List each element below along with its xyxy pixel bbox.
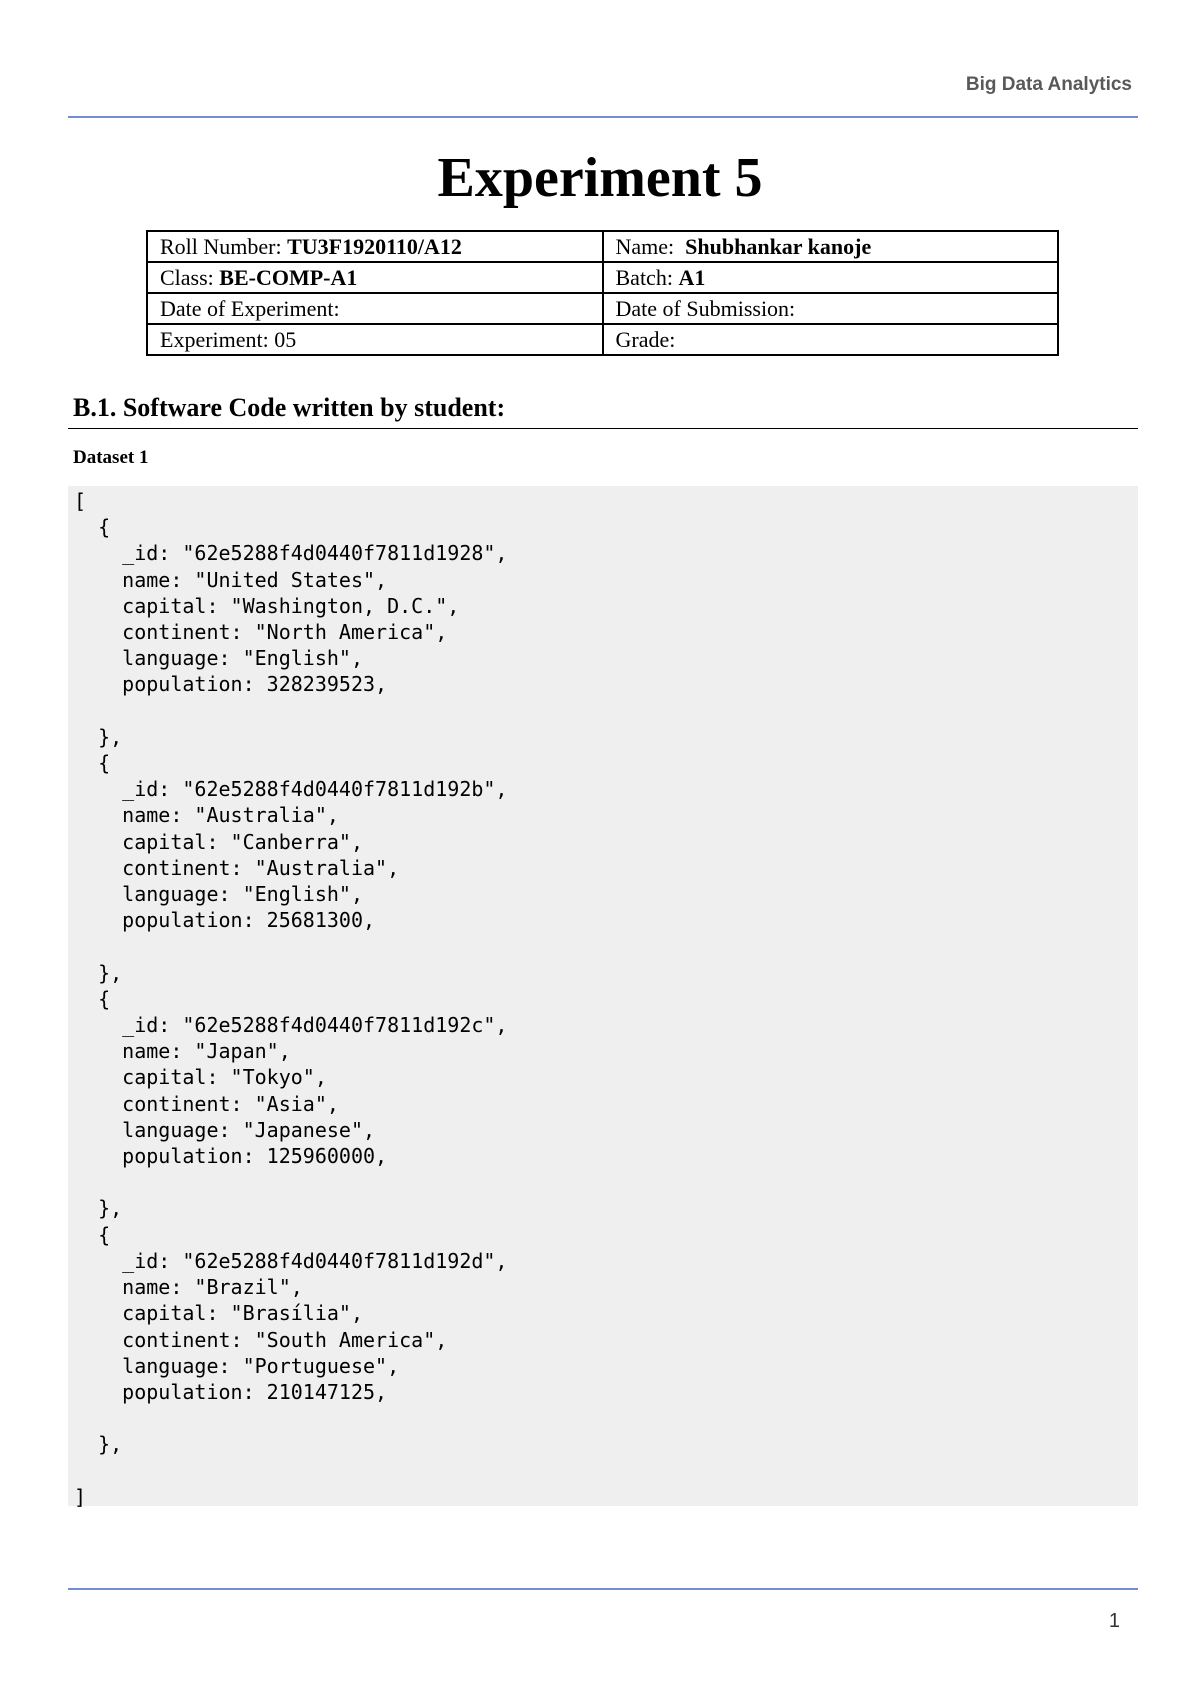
table-row [147,262,1058,293]
class-label: Class: [160,265,220,290]
code-block [68,486,1138,1509]
footer-rule [68,1588,1138,1590]
header-rule [68,116,1138,118]
section-heading: B.1. Software Code written by student: [73,393,506,422]
student-info-table [146,230,1059,356]
running-header: Big Data Analytics [965,74,1132,95]
page-title: Experiment 5 [437,147,763,209]
batch-cell [603,262,1059,293]
experiment-number-cell: Experiment: 05 [147,324,603,355]
date-of-submission-cell: Date of Submission: [603,293,1059,324]
name-value: Shubhankar kanoje [685,234,872,259]
name-cell [603,231,1059,262]
dataset-label: Dataset 1 [73,447,149,468]
grade-cell: Grade: [603,324,1059,355]
roll-number-cell [147,231,603,262]
table-row [147,293,1058,324]
class-value: BE-COMP-A1 [219,265,358,290]
class-cell [147,262,603,293]
roll-number-value: TU3F1920110/A12 [287,234,462,259]
page-number: 1 [1108,1610,1120,1632]
name-label: Name: [615,234,686,259]
date-of-experiment-cell: Date of Experiment: [147,293,603,324]
roll-number-label: Roll Number: [160,234,288,259]
code-text: [ { _id: "62e5288f4d0440f7811d1928", name: "United States", capital: "Washington, D.C.", continent: "North America", language: "English", population: 328239523, }, { _id: "62e5288f4d0440f7811d192b", name: "Australia", capital: "Canberra", continent: "Australia", language: "English", population: 25681300, }, { _id: "62e5288f4d0440f7811d192c", name: "Japan", capital: "Tokyo", continent: "Asia", language: "Japanese", population: 125960000, }, { _id: "62e5288f4d0440f7811d192d", name: "Brazil", capital: "Brasília", continent: "South America", language: "Portuguese", population: 210147125, }, ] [74,489,508,1509]
table-row [147,324,1058,355]
table-row [147,231,1058,262]
batch-value: A1 [678,265,706,290]
batch-label: Batch: [615,265,679,290]
section-rule [68,428,1138,429]
